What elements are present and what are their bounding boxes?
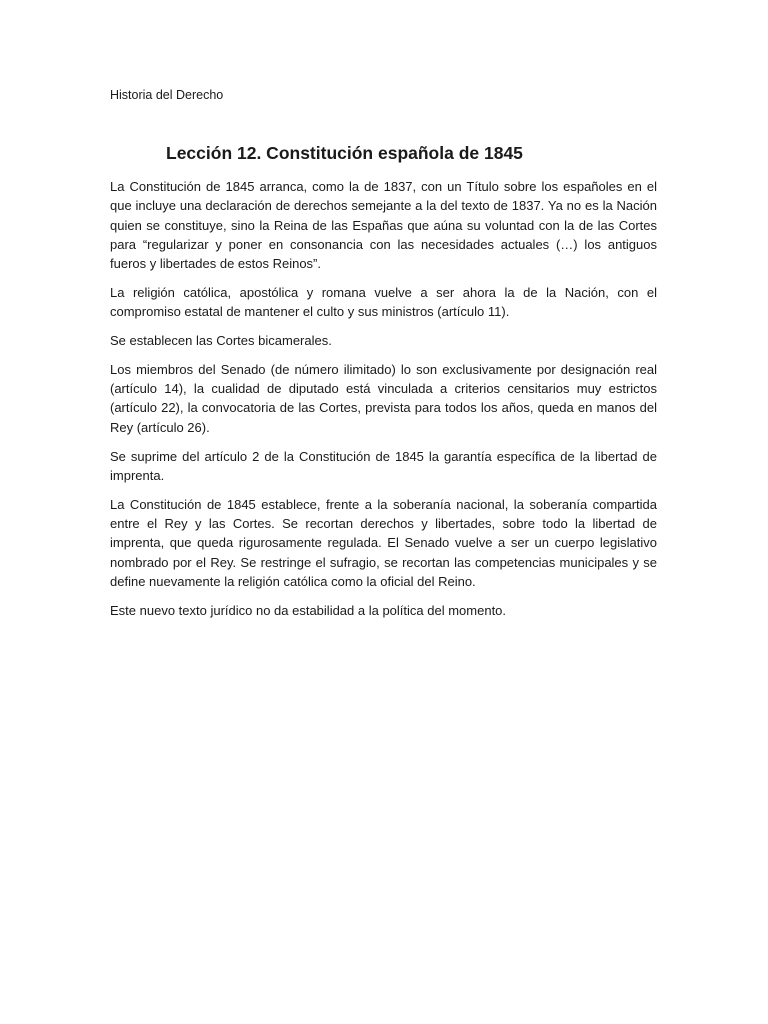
document-body	[110, 177, 657, 629]
lesson-title: Lección 12. Constitución española de 1845	[166, 143, 523, 163]
document-header: Historia del Derecho	[110, 88, 224, 102]
paragraph-1: La Constitución de 1845 arranca, como la de 1837, con un Título sobre los españoles en el que incluye una declaración de derechos semejante a la del texto de 1837. Ya no es la Nación quien se constituye, sino la Reina de las Españas que aúna su voluntad con la de las Cortes para “regularizar y poner en consonancia con las necesidades actuales (…) los antiguos fueros y libertades de estos Reinos”.	[110, 179, 657, 272]
paragraph-2: La religión católica, apostólica y romana vuelve a ser ahora la de la Nación, con el compromiso estatal de mantener el culto y sus ministros (artículo 11).	[110, 284, 657, 320]
paragraph-3: Se establecen las Cortes bicamerales.	[110, 333, 332, 349]
paragraph-4: Los miembros del Senado (de número ilimitado) lo son exclusivamente por designación real (artículo 14), la cualidad de diputado está vinculada a criterios censitarios muy estrictos (artículo 22), la convocatoria de las Cortes, prevista para todos los años, queda en manos del Rey (artículo 26).	[110, 361, 657, 435]
paragraph-5: Se suprime del artículo 2 de la Constitución de 1845 la garantía específica de la libertad de imprenta.	[110, 448, 657, 483]
paragraph-6: La Constitución de 1845 establece, frente a la soberanía nacional, la soberanía compartida entre el Rey y las Cortes. Se recortan derechos y libertades, sobre todo la libertad de imprenta, que queda rigurosamente regulada. El Senado vuelve a ser un cuerpo legislativo nombrado por el Rey. Se restringe el sufragio, se recortan las competencias municipales y se define nuevamente la religión católica como la oficial del Reino.	[110, 496, 657, 589]
paragraph-7: Este nuevo texto jurídico no da estabilidad a la política del momento.	[110, 602, 507, 618]
